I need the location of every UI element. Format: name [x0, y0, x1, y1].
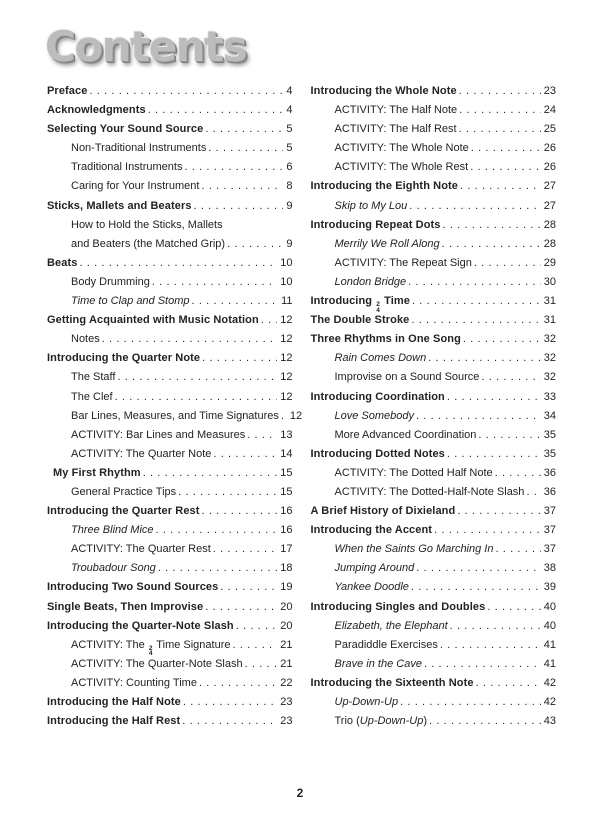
- toc-entry-label: Three Blind Mice: [71, 524, 154, 537]
- toc-row: [47, 216, 293, 235]
- dot-leader: [182, 712, 277, 731]
- dot-leader: [459, 82, 541, 101]
- toc-page-ref: 40: [543, 600, 556, 613]
- toc-entry-label: Introducing the Half Note: [47, 696, 181, 708]
- toc-entry-label: Traditional Instruments: [71, 161, 183, 174]
- dot-leader: [429, 712, 541, 731]
- toc-page-ref: 40: [543, 619, 556, 632]
- toc-entry-label: When the Saints Go Marching In: [334, 543, 494, 556]
- toc-entry-label: Brave in the Cave: [334, 657, 422, 670]
- toc-page-ref: 37: [543, 543, 556, 556]
- dot-leader: [192, 292, 279, 311]
- toc-entry-label: Notes: [71, 333, 100, 346]
- toc-row: [311, 197, 557, 216]
- toc-page-ref: 13: [280, 428, 293, 441]
- toc-entry-label: ACTIVITY: The Dotted-Half-Note Slash: [334, 485, 525, 498]
- toc-row: [47, 617, 293, 636]
- toc-entry-label: Time to Clap and Stomp: [71, 295, 190, 308]
- toc-entry-label: Trio (Up-Down-Up): [334, 715, 428, 728]
- dot-leader: [481, 368, 540, 387]
- toc-page-ref: 12: [280, 314, 293, 327]
- toc-entry-label: Preface: [47, 85, 88, 97]
- dot-leader: [424, 655, 541, 674]
- toc-page-ref: 9: [286, 199, 293, 212]
- dot-leader: [194, 197, 284, 216]
- toc-entry-label: ACTIVITY: The Half Note: [334, 104, 458, 117]
- toc-page-ref: 25: [543, 123, 556, 136]
- toc-row: [311, 655, 557, 674]
- toc-page: [0, 22, 600, 800]
- dot-leader: [202, 502, 278, 521]
- toc-page-ref: 9: [286, 237, 293, 250]
- toc-row: [47, 292, 293, 311]
- dot-leader: [79, 254, 277, 273]
- toc-entry-label: Body Drumming: [71, 275, 150, 288]
- dot-leader: [158, 559, 277, 578]
- dot-leader: [184, 158, 283, 177]
- toc-entry-label: Elizabeth, the Elephant: [334, 619, 448, 632]
- toc-entry-label: Sticks, Mallets and Beaters: [47, 199, 192, 212]
- toc-page-ref: 32: [543, 352, 556, 365]
- dot-leader: [416, 407, 541, 426]
- dot-leader: [447, 445, 541, 464]
- dot-leader: [400, 693, 541, 712]
- toc-page-ref: 19: [280, 581, 293, 594]
- dot-leader: [411, 578, 541, 597]
- toc-page-ref: 27: [543, 199, 556, 212]
- toc-page-ref: 15: [280, 466, 293, 479]
- toc-row: [311, 82, 557, 101]
- dot-leader: [476, 674, 541, 693]
- dot-leader: [213, 540, 277, 559]
- toc-row: [47, 273, 293, 292]
- toc-page-ref: 27: [543, 180, 556, 193]
- dot-leader: [412, 292, 541, 311]
- dot-leader: [213, 445, 277, 464]
- dot-leader: [247, 426, 277, 445]
- toc-entry-label: Getting Acquainted with Music Notation: [47, 314, 259, 327]
- dot-leader: [526, 483, 540, 502]
- toc-page-ref: 41: [543, 638, 556, 651]
- toc-page-ref: 18: [280, 562, 293, 575]
- toc-row: [47, 330, 293, 349]
- toc-row: [47, 483, 293, 502]
- toc-page-ref: 33: [543, 390, 556, 403]
- toc-row: [311, 502, 557, 521]
- toc-row: [311, 349, 557, 368]
- toc-entry-label: Introducing Singles and Doubles: [310, 600, 486, 613]
- toc-row: [311, 540, 557, 559]
- toc-entry-label: ACTIVITY: The Half Rest: [334, 123, 457, 136]
- toc-page-ref: 23: [280, 715, 293, 728]
- toc-entry-label: Rain Comes Down: [334, 352, 427, 365]
- toc-entry-label: ACTIVITY: The Quarter-Note Slash: [71, 657, 243, 670]
- toc-page-ref: 4: [286, 104, 293, 117]
- toc-row: [311, 693, 557, 712]
- toc-row: [47, 655, 293, 674]
- dot-leader: [115, 388, 278, 407]
- toc-row: [311, 578, 557, 597]
- toc-page-ref: 36: [543, 485, 556, 498]
- dot-leader: [183, 693, 277, 712]
- toc-row: [311, 445, 557, 464]
- toc-entry-label: Up-Down-Up: [334, 696, 399, 708]
- dot-leader: [459, 120, 541, 139]
- toc-row: [311, 636, 557, 655]
- toc-entry-label: ACTIVITY: The Whole Rest: [334, 161, 469, 174]
- toc-page-ref: 12: [280, 333, 293, 346]
- toc-entry-label: Introducing Two Sound Sources: [47, 581, 219, 594]
- toc-entry-label: Introducing Coordination: [310, 390, 445, 403]
- toc-row: [311, 139, 557, 158]
- dot-leader: [409, 197, 540, 216]
- toc-columns: [0, 82, 600, 731]
- toc-column-left: [47, 82, 303, 731]
- toc-page-ref: 26: [543, 142, 556, 155]
- dot-leader: [205, 598, 277, 617]
- toc-row: [47, 177, 293, 196]
- dot-leader: [236, 617, 278, 636]
- toc-row: [47, 502, 293, 521]
- toc-page-ref: 12: [280, 390, 293, 403]
- dot-leader: [156, 521, 278, 540]
- toc-page-ref: 20: [280, 619, 293, 632]
- toc-row: [47, 464, 293, 483]
- toc-entry-label: ACTIVITY: The Whole Note: [334, 142, 469, 155]
- time-signature-glyph: 2 4: [376, 301, 380, 314]
- toc-page-ref: 21: [280, 638, 293, 651]
- toc-entry-label: Caring for Your Instrument: [71, 180, 200, 193]
- toc-page-ref: 41: [543, 657, 556, 670]
- toc-entry-label: ACTIVITY: The 2 4 Time Signature: [71, 638, 231, 658]
- toc-row: [47, 349, 293, 368]
- toc-row: [47, 521, 293, 540]
- toc-entry-label: Introducing the Quarter Note: [47, 352, 201, 365]
- toc-entry-label: Troubadour Song: [71, 562, 156, 575]
- dot-leader: [471, 139, 541, 158]
- toc-entry-label: The Double Stroke: [310, 314, 410, 327]
- toc-entry-label: Introducing the Whole Note: [310, 85, 457, 97]
- toc-entry-label: A Brief History of Dixieland: [310, 505, 456, 518]
- toc-entry-label: Introducing Repeat Dots: [310, 218, 441, 231]
- dot-leader: [220, 578, 277, 597]
- toc-entry-label: Paradiddle Exercises: [334, 638, 438, 651]
- toc-page-ref: 29: [543, 256, 556, 269]
- toc-entry-label: Beats: [47, 256, 78, 269]
- toc-row: [47, 712, 293, 731]
- dot-leader: [487, 598, 540, 617]
- toc-page-ref: 43: [543, 715, 556, 728]
- toc-row: [311, 617, 557, 636]
- toc-entry-label: ACTIVITY: The Quarter Rest: [71, 543, 211, 556]
- toc-page-ref: 11: [281, 295, 293, 308]
- dot-leader: [416, 559, 541, 578]
- toc-entry-label: My First Rhythm: [53, 466, 141, 479]
- toc-entry-label: Yankee Doodle: [334, 581, 409, 594]
- toc-entry-label: London Bridge: [334, 275, 407, 288]
- toc-page-ref: 21: [280, 657, 293, 670]
- dot-leader: [227, 235, 283, 254]
- page-number: 2: [296, 786, 304, 800]
- toc-page-ref: 6: [286, 161, 293, 174]
- toc-page-ref: 22: [280, 676, 293, 689]
- dot-leader: [443, 216, 541, 235]
- toc-page-ref: 32: [543, 371, 556, 384]
- dot-leader: [411, 311, 540, 330]
- toc-page-ref: 42: [543, 696, 556, 708]
- dot-leader: [463, 330, 541, 349]
- dot-leader: [261, 311, 277, 330]
- dot-leader: [442, 235, 541, 254]
- toc-row: [311, 674, 557, 693]
- toc-entry-label: General Practice Tips: [71, 485, 177, 498]
- toc-entry-label: The Staff: [71, 371, 116, 384]
- toc-entry-label: The Clef: [71, 390, 113, 403]
- toc-entry-label: ACTIVITY: Bar Lines and Measures: [71, 428, 246, 441]
- toc-row: [47, 388, 293, 407]
- toc-row: [47, 158, 293, 177]
- toc-row: [311, 483, 557, 502]
- toc-page-ref: 28: [543, 237, 556, 250]
- toc-page-ref: 26: [543, 161, 556, 174]
- toc-row: [311, 712, 557, 731]
- toc-row: [47, 636, 293, 658]
- toc-entry-label: ACTIVITY: The Quarter Note: [71, 447, 212, 460]
- toc-row: [47, 120, 293, 139]
- dot-leader: [408, 273, 541, 292]
- dot-leader: [474, 254, 541, 273]
- toc-row: [311, 388, 557, 407]
- dot-leader: [199, 674, 277, 693]
- dot-leader: [178, 483, 277, 502]
- dot-leader: [495, 540, 540, 559]
- toc-row: [47, 445, 293, 464]
- dot-leader: [102, 330, 278, 349]
- toc-page-ref: 16: [280, 505, 293, 518]
- toc-row: [47, 235, 293, 254]
- dot-leader: [428, 349, 541, 368]
- toc-row: [311, 273, 557, 292]
- toc-page-ref: 12: [280, 352, 293, 365]
- toc-row: [311, 559, 557, 578]
- dot-leader: [281, 407, 287, 426]
- toc-page-ref: 35: [543, 428, 556, 441]
- dot-leader: [460, 177, 541, 196]
- dot-leader: [459, 101, 541, 120]
- toc-row: [311, 521, 557, 540]
- toc-entry-label: Introducing the Eighth Note: [310, 180, 459, 193]
- toc-entry-label: Introducing the Quarter-Note Slash: [47, 619, 234, 632]
- toc-row: [47, 674, 293, 693]
- toc-entry-label: Three Rhythms in One Song: [310, 333, 461, 346]
- toc-entry-label: Skip to My Lou: [334, 199, 408, 212]
- toc-page-ref: 31: [543, 314, 556, 327]
- toc-entry-label: Jumping Around: [334, 562, 415, 575]
- toc-column-right: [311, 82, 557, 731]
- dot-leader: [434, 521, 541, 540]
- toc-entry-label: Introducing the Accent: [310, 524, 433, 537]
- toc-row: [311, 598, 557, 617]
- toc-entry-label: ACTIVITY: Counting Time: [71, 676, 197, 689]
- toc-row: [47, 368, 293, 387]
- toc-row: [311, 407, 557, 426]
- toc-row: [311, 426, 557, 445]
- toc-page-ref: 8: [286, 180, 293, 193]
- dot-leader: [89, 82, 283, 101]
- toc-entry-label: Love Somebody: [334, 409, 414, 422]
- toc-row: [311, 464, 557, 483]
- toc-page-ref: 5: [286, 123, 293, 136]
- toc-row: [47, 82, 293, 101]
- dot-leader: [202, 349, 277, 368]
- dot-leader: [143, 464, 278, 483]
- toc-entry-label: Single Beats, Then Improvise: [47, 600, 204, 613]
- toc-row: [310, 292, 557, 314]
- toc-row: [311, 254, 557, 273]
- toc-page-ref: 31: [543, 295, 556, 308]
- toc-entry-label: Improvise on a Sound Source: [334, 371, 480, 384]
- page-title: Contents: [45, 22, 247, 71]
- dot-leader: [152, 273, 277, 292]
- toc-entry-label: Introducing the Sixteenth Note: [310, 676, 474, 689]
- toc-page-ref: 30: [543, 275, 556, 288]
- toc-page-ref: 24: [543, 104, 556, 117]
- toc-row: [47, 598, 293, 617]
- time-signature-glyph: 2 4: [148, 644, 153, 658]
- toc-page-ref: 12: [280, 371, 293, 384]
- toc-entry-label: Introducing the Half Rest: [47, 715, 181, 728]
- toc-page-ref: 28: [543, 218, 556, 231]
- toc-entry-label: Selecting Your Sound Source: [47, 123, 204, 136]
- toc-row: [311, 101, 557, 120]
- dot-leader: [205, 120, 283, 139]
- dot-leader: [470, 158, 541, 177]
- dot-leader: [495, 464, 541, 483]
- toc-page-ref: 23: [543, 85, 556, 97]
- dot-leader: [478, 426, 540, 445]
- toc-row: [311, 177, 557, 196]
- toc-entry-label: How to Hold the Sticks, Mallets: [71, 218, 223, 231]
- toc-page-ref: 38: [543, 562, 556, 575]
- toc-page-ref: 15: [280, 485, 293, 498]
- toc-entry-label: Merrily We Roll Along: [334, 237, 440, 250]
- toc-row: [47, 578, 293, 597]
- dot-leader: [457, 502, 540, 521]
- toc-entry-label: Acknowledgments: [47, 104, 146, 117]
- toc-row: [47, 197, 293, 216]
- toc-page-ref: 5: [286, 142, 293, 155]
- toc-entry-label: Introducing 2 4 Time: [310, 295, 410, 314]
- toc-page-ref: 14: [280, 447, 293, 460]
- toc-row: [311, 235, 557, 254]
- dot-leader: [233, 636, 278, 655]
- dot-leader: [148, 101, 284, 120]
- toc-row: [47, 540, 293, 559]
- toc-row: [311, 216, 557, 235]
- toc-page-ref: 37: [543, 505, 556, 518]
- toc-page-ref: 37: [543, 524, 556, 537]
- toc-row: [47, 101, 293, 120]
- toc-row: [311, 158, 557, 177]
- toc-entry-label: Bar Lines, Measures, and Time Signatures: [71, 409, 279, 422]
- toc-page-ref: 10: [280, 256, 293, 269]
- toc-page-ref: 35: [543, 447, 556, 460]
- toc-page-ref: 36: [543, 466, 556, 479]
- toc-page-ref: 4: [286, 85, 293, 97]
- toc-page-ref: 34: [543, 409, 556, 422]
- toc-entry-label: Non-Traditional Instruments: [71, 142, 207, 155]
- dot-leader: [245, 655, 278, 674]
- toc-page-ref: 20: [280, 600, 293, 613]
- toc-row: [311, 330, 557, 349]
- toc-entry-label: ACTIVITY: The Dotted Half Note: [334, 466, 493, 479]
- toc-row: [47, 254, 293, 273]
- dot-leader: [447, 388, 541, 407]
- toc-entry-label: Introducing Dotted Notes: [310, 447, 445, 460]
- toc-row: [47, 311, 293, 330]
- toc-page-ref: 12: [289, 409, 303, 422]
- toc-entry-label: Introducing the Quarter Rest: [47, 505, 200, 518]
- toc-page-ref: 16: [280, 524, 293, 537]
- toc-row: [47, 559, 293, 578]
- toc-row: [311, 311, 557, 330]
- toc-page-ref: 39: [543, 581, 556, 594]
- toc-row: [311, 120, 557, 139]
- toc-page-ref: 17: [280, 543, 293, 556]
- toc-entry-label: ACTIVITY: The Repeat Sign: [334, 256, 472, 269]
- dot-leader: [117, 368, 277, 387]
- toc-row: [47, 139, 293, 158]
- toc-row: [47, 426, 293, 445]
- toc-row: [311, 368, 557, 387]
- toc-entry-label: More Advanced Coordination: [334, 428, 477, 441]
- toc-page-ref: 32: [543, 333, 556, 346]
- dot-leader: [440, 636, 541, 655]
- toc-page-ref: 23: [280, 696, 293, 708]
- dot-leader: [201, 177, 283, 196]
- toc-page-ref: 42: [543, 676, 556, 689]
- toc-row: [47, 693, 293, 712]
- toc-page-ref: 10: [280, 275, 293, 288]
- toc-row: [47, 407, 303, 426]
- toc-entry-label: and Beaters (the Matched Grip): [71, 237, 226, 250]
- dot-leader: [450, 617, 541, 636]
- dot-leader: [208, 139, 283, 158]
